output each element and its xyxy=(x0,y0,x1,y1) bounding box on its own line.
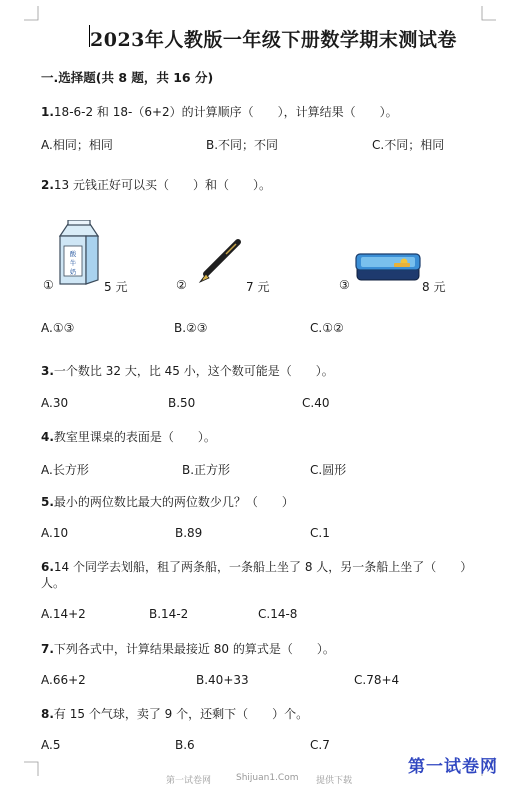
q2-option-b: B.②③ xyxy=(174,321,208,335)
question-text: 有 15 个气球，卖了 9 个，还剩下（ ）个。 xyxy=(53,707,309,721)
question-3 xyxy=(41,362,334,379)
item-3-price: 8 元 xyxy=(422,280,446,294)
question-number: 7. xyxy=(41,642,54,656)
pencil-case-icon xyxy=(354,250,422,284)
item-3-marker: ③ xyxy=(339,278,350,292)
svg-text:奶: 奶 xyxy=(69,268,77,276)
watermark-brand: 第一试卷网 xyxy=(408,757,498,777)
q4-option-a: A.长方形 xyxy=(41,463,89,477)
corner-mark-bottom-left xyxy=(24,760,40,776)
q4-option-c: C.圆形 xyxy=(310,463,347,477)
q7-option-c: C.78+4 xyxy=(354,673,400,687)
q1-option-b: B.不同；不同 xyxy=(206,138,279,152)
svg-text:牛: 牛 xyxy=(69,259,77,267)
question-text: 13 元钱正好可以买（ ）和（ ）。 xyxy=(53,178,272,192)
q7-option-a: A.66+2 xyxy=(41,673,86,687)
milk-carton-icon xyxy=(56,220,102,286)
page-title: 2023年人教版一年级下册数学期末测试卷 xyxy=(90,29,457,51)
question-number: 3. xyxy=(41,364,54,378)
question-text: 14 个同学去划船，租了两条船，一条船上坐了 8 人，另一条船上坐了（ ） xyxy=(53,560,473,574)
q1-option-a: A.相同；相同 xyxy=(41,138,113,152)
item-1-marker: ① xyxy=(43,278,54,292)
q5-option-b: B.89 xyxy=(175,526,203,540)
q1-option-c: C.不同；相同 xyxy=(372,138,445,152)
question-6-continued: 人。 xyxy=(41,576,66,590)
item-2-price: 7 元 xyxy=(246,280,270,294)
item-1-price: 5 元 xyxy=(104,280,128,294)
q8-option-b: B.6 xyxy=(175,738,195,752)
q8-option-c: C.7 xyxy=(310,738,330,752)
q8-option-a: A.5 xyxy=(41,738,61,752)
question-4 xyxy=(41,428,216,445)
pen-icon xyxy=(196,238,242,286)
q2-option-a: A.①③ xyxy=(41,321,75,335)
footer-left: 第一试卷网 xyxy=(166,776,212,786)
section-header: 一.选择题(共 8 题，共 16 分) xyxy=(41,70,214,85)
question-text: 18-6-2 和 18-（6+2）的计算顺序（ ），计算结果（ ）。 xyxy=(53,105,398,119)
corner-mark-top-left xyxy=(24,6,40,22)
q6-option-b: B.14-2 xyxy=(149,607,189,621)
question-number: 6. xyxy=(41,560,54,574)
question-number: 2. xyxy=(41,178,54,192)
q6-option-a: A.14+2 xyxy=(41,607,86,621)
q3-option-c: C.40 xyxy=(302,396,330,410)
q4-option-b: B.正方形 xyxy=(182,463,231,477)
q3-option-b: B.50 xyxy=(168,396,196,410)
question-7 xyxy=(41,640,335,657)
footer-right: 提供下载 xyxy=(316,776,353,786)
question-6 xyxy=(41,558,472,575)
q3-option-a: A.30 xyxy=(41,396,69,410)
corner-mark-top-right xyxy=(480,6,496,22)
q6-option-c: C.14-8 xyxy=(258,607,298,621)
question-2 xyxy=(41,176,271,193)
q2-option-c: C.①② xyxy=(310,321,344,335)
svg-text:酸: 酸 xyxy=(69,250,77,258)
question-5 xyxy=(41,493,294,510)
footer-site: Shijuan1.Com xyxy=(236,773,299,783)
question-text: 最小的两位数比最大的两位数少几？（ ） xyxy=(53,495,294,509)
question-1 xyxy=(41,103,398,120)
question-number: 5. xyxy=(41,495,54,509)
question-number: 1. xyxy=(41,105,54,119)
q5-option-c: C.1 xyxy=(310,526,330,540)
question-number: 8. xyxy=(41,707,54,721)
question-text: 一个数比 32 大，比 45 小，这个数可能是（ ）。 xyxy=(53,364,334,378)
question-text: 下列各式中，计算结果最接近 80 的算式是（ ）。 xyxy=(53,642,335,656)
item-2-marker: ② xyxy=(176,278,187,292)
question-text: 教室里课桌的表面是（ ）。 xyxy=(53,430,216,444)
q5-option-a: A.10 xyxy=(41,526,69,540)
question-8 xyxy=(41,705,308,722)
q7-option-b: B.40+33 xyxy=(196,673,249,687)
question-number: 4. xyxy=(41,430,54,444)
